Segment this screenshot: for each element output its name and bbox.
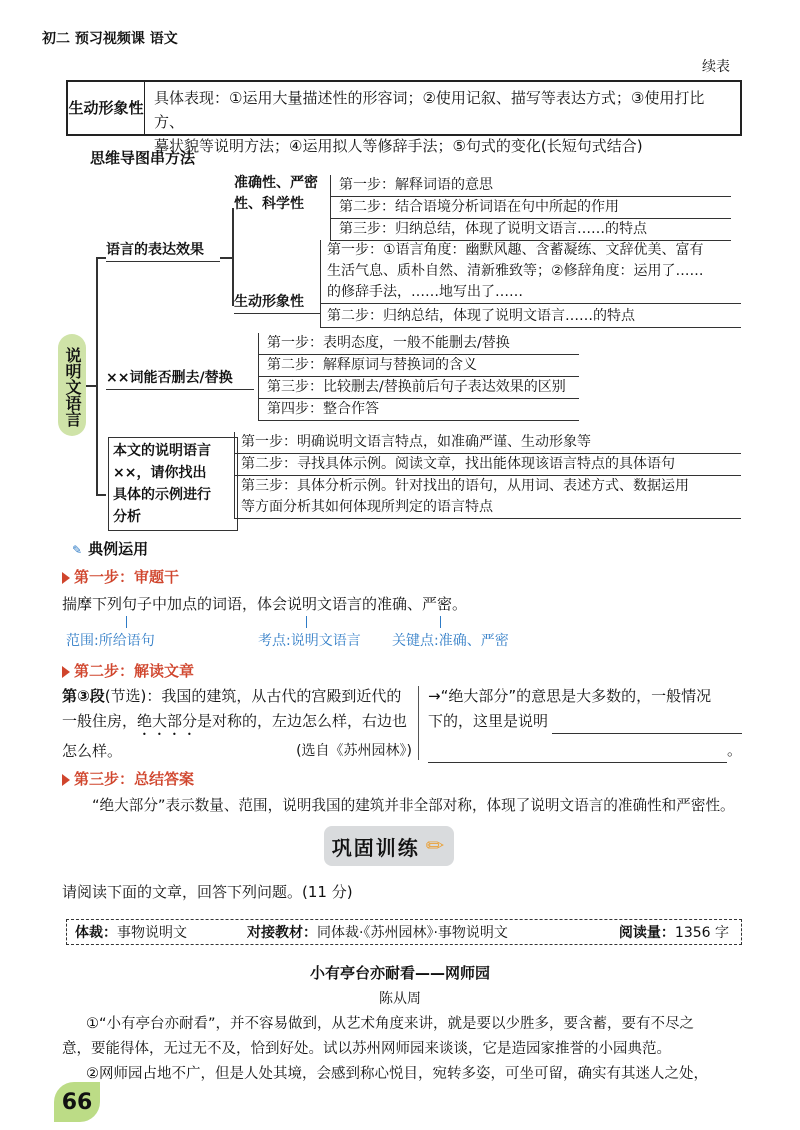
connector xyxy=(86,385,96,387)
article-line: 意，要能得体，无过无不及，恰到好处。试以苏州网师园来谈谈，它是造园家推誉的小园典范。 xyxy=(62,1041,671,1057)
pencil-icon: ✏ xyxy=(425,833,447,859)
label-line: 具体的示例进行 xyxy=(113,487,211,503)
branch-delete-replace: ××词能否删去/替换 xyxy=(106,368,254,390)
step-item: 第二步：结合语境分析词语在句中所起的作用 xyxy=(331,197,731,219)
question-text: 揣摩下列句子中加点的词语，体会说明文语言的准确、严密。 xyxy=(62,595,468,613)
step-line: 等方面分析其如何体现所判定的语言特点 xyxy=(241,499,493,515)
connector xyxy=(96,494,106,496)
header-title: 初二 预习视频课 语文 xyxy=(42,31,178,47)
label-line: 性、科学性 xyxy=(234,196,304,212)
triangle-icon xyxy=(62,774,70,786)
sub-vivid-label: 生动形象性 xyxy=(234,292,320,314)
excerpt-paragraph xyxy=(62,684,412,764)
step-item xyxy=(235,476,741,519)
step-item: 第二步：解释原词与替换词的含义 xyxy=(259,355,579,377)
arrow-line xyxy=(126,616,127,628)
article-author: 陈从周 xyxy=(379,991,421,1007)
article-body xyxy=(62,1012,752,1087)
genre-label: 体裁： xyxy=(75,925,117,941)
answer-blank[interactable] xyxy=(428,742,727,763)
practice-title: 巩固训练 xyxy=(331,835,420,860)
step-item: 第二步：寻找具体示例。阅读文章，找出能体现该语言特点的具体语句 xyxy=(235,454,741,476)
analysis-line: →“绝大部分”的意思是大多数的，一般情况 xyxy=(428,687,712,705)
step1-heading xyxy=(62,566,179,587)
genre-value: 事物说明文 xyxy=(117,925,187,941)
table-label: 生动形象性 xyxy=(68,82,145,134)
step-item: 第二步：归纳总结，体现了说明文语言……的特点 xyxy=(321,306,741,328)
step-item: 第一步：表明态度，一般不能删去/替换 xyxy=(259,333,579,355)
answer-summary: “绝大部分”表示数量、范围，说明我国的建筑并非全部对称，体现了说明文语言的准确性和严密性。 xyxy=(92,797,735,814)
article-line: ①“小有亭台亦耐看”，并不容易做到，从艺术角度来讲，就是要以少胜多，要含蓄，要有不尽之 xyxy=(86,1016,695,1032)
connector xyxy=(96,257,98,495)
period-mark: 。 xyxy=(726,741,742,759)
page-number: 66 xyxy=(54,1082,100,1122)
dotted-words: 绝大部分 xyxy=(137,712,198,730)
article-line: ②网师园占地不广，但是人处其境，会感到称心悦目，宛转多姿，可坐可留，确实有其迷人之处， xyxy=(86,1066,708,1082)
step-item: 第四步：整合作答 xyxy=(259,399,579,421)
answer-blank[interactable] xyxy=(552,713,742,734)
label-line: 本文的说明语言 xyxy=(113,443,211,459)
practice-banner xyxy=(324,826,454,866)
link-value: 同体裁·《苏州园林》·事物说明文 xyxy=(317,925,508,941)
article-title: 小有亭台亦耐看——网师园 xyxy=(309,964,490,982)
paragraph-number: 第③段 xyxy=(62,687,105,705)
step2-heading xyxy=(62,660,194,681)
step3-title: 第三步：总结答案 xyxy=(74,770,195,788)
arrow-line xyxy=(306,616,307,628)
hint-topic: 考点:说明文语言 xyxy=(258,633,361,649)
analysis-block xyxy=(428,684,742,763)
pencil-icon: ✎ xyxy=(72,543,83,557)
reading-value: 1356 字 xyxy=(674,925,729,941)
sub-accuracy-label xyxy=(234,173,326,215)
excerpt-text: 怎么样。 xyxy=(62,742,123,760)
step2-title: 第二步：解读文章 xyxy=(74,662,195,680)
branch-expression-effect: 语言的表达效果 xyxy=(106,240,220,262)
step-line: 生活气息、质朴自然、清新雅致等；②修辞角度：运用了…… xyxy=(327,263,704,279)
practice-instruction: 请阅读下面的文章，回答下列问题。(11 分) xyxy=(62,883,353,901)
label-line: 准确性、严密 xyxy=(234,175,318,191)
step3-heading xyxy=(62,768,194,789)
article-info-bar xyxy=(66,919,742,945)
step-line: 第一步：①语言角度：幽默风趣、含蓄凝练、文辞优美、富有 xyxy=(327,242,704,258)
hint-scope: 范围:所给语句 xyxy=(66,633,155,649)
step1-title: 第一步：审题干 xyxy=(74,568,180,586)
delete-replace-steps xyxy=(258,333,579,421)
accuracy-steps xyxy=(330,175,731,241)
hint-key: 关键点:准确、严密 xyxy=(392,633,509,649)
label-line: 分析 xyxy=(113,509,141,525)
triangle-icon xyxy=(62,572,70,584)
table-line: 摹状貌等说明方法；④运用拟人等修辞手法；⑤句式的变化(长短句式结合) xyxy=(154,137,643,155)
excerpt-line: (节选)：我国的建筑，从古代的宫殿到近代的 xyxy=(104,687,402,705)
divider xyxy=(418,686,419,760)
link-label: 对接教材： xyxy=(247,925,317,941)
mindmap-title: 思维导图串方法 xyxy=(90,149,196,167)
connector xyxy=(220,257,232,259)
mindmap-root: 说明文语言 xyxy=(58,334,86,436)
arrow-line xyxy=(440,616,441,628)
analysis-line: 下的，这里是说明 xyxy=(428,712,549,730)
step-item xyxy=(321,240,741,304)
find-examples-steps xyxy=(234,432,741,519)
step-line: 的修辞手法，……地写出了…… xyxy=(327,284,523,300)
excerpt-source: (选自《苏州园林》) xyxy=(296,743,412,759)
excerpt-text: 一般住房， xyxy=(62,712,138,730)
step-item: 第三步：归纳总结，体现了说明文语言……的特点 xyxy=(331,219,731,241)
step-item: 第一步：解释词语的意思 xyxy=(331,175,731,197)
triangle-icon xyxy=(62,666,70,678)
branch-find-examples xyxy=(108,437,238,531)
table-line: 具体表现：①运用大量描述性的形容词；②使用记叙、描写等表达方式；③使用打比方、 xyxy=(154,89,705,131)
step-item: 第一步：明确说明文语言特点，如准确严谨、生动形象等 xyxy=(235,432,741,454)
step-item: 第三步：比较删去/替换前后句子表达效果的区别 xyxy=(259,377,579,399)
table-text xyxy=(154,86,734,158)
connector xyxy=(96,257,106,259)
example-heading xyxy=(72,538,148,559)
continued-label: 续表 xyxy=(702,59,730,75)
label-line: ××，请你找出 xyxy=(113,465,207,481)
vivid-steps xyxy=(320,240,741,328)
reading-label: 阅读量： xyxy=(618,925,675,941)
summary-table xyxy=(66,80,742,155)
step-line: 第三步：具体分析示例。针对找出的语句，从用词、表述方式、数据运用 xyxy=(241,478,689,494)
excerpt-text: 是对称的，左边怎么样，右边也 xyxy=(197,712,408,730)
example-title: 典例运用 xyxy=(88,540,149,558)
